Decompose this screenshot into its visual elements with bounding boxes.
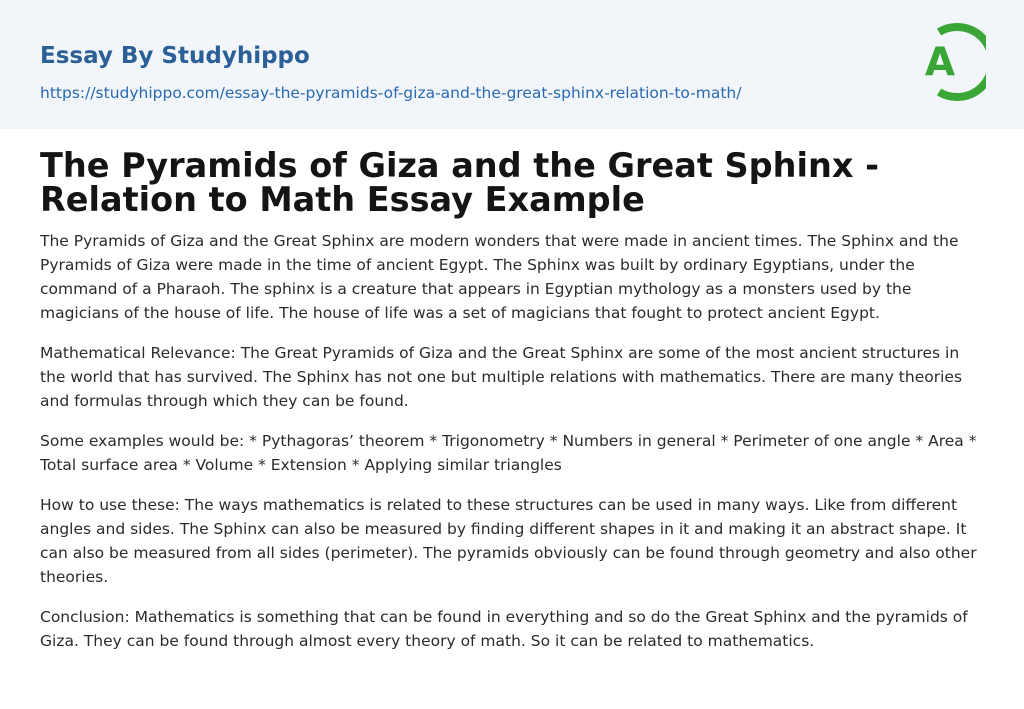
paragraph-mathematical-relevance: Mathematical Relevance: The Great Pyramids of Giza and the Great Sphinx are some of the most ancient structures in the world that has survived. The Sphinx has not one but multiple relations with mathematics. There are many theories and formulas through which they can be found. <box>40 344 963 410</box>
studyhippo-logo-icon[interactable] <box>912 19 986 105</box>
paragraph-conclusion: Conclusion: Mathematics is something that can be found in everything and so do the Great Sphinx and the pyramids of Giza. They can be found through almost every theory of math. So it can be related to mathematics. <box>40 608 968 650</box>
site-title: Essay By Studyhippo <box>40 43 310 69</box>
paragraph-how-to-use: How to use these: The ways mathematics is related to these structures can be used in many ways. Like from different angles and sides. The Sphinx can also be measured by finding different shapes in it and making it an abstract shape. It can also be measured from all sides (perimeter). The pyramids obviously can be found through geometry and also other theories. <box>40 496 977 586</box>
logo-letter: A <box>924 40 956 85</box>
paragraph-examples: Some examples would be: * Pythagoras’ theorem * Trigonometry * Numbers in general * Perimeter of one angle * Area * Total surface area * Volume * Extension * Applying similar triangles <box>40 432 977 474</box>
site-header <box>0 0 1024 129</box>
article-body <box>40 229 984 653</box>
paragraph-intro: The Pyramids of Giza and the Great Sphinx are modern wonders that were made in ancient times. The Sphinx and the Pyramids of Giza were made in the time of ancient Egypt. The Sphinx was built by ordinary Egyptians, under the command of a Pharaoh. The sphinx is a creature that appears in Egyptian mythology as a monsters used by the magicians of the house of life. The house of life was a set of magicians that fought to protect ancient Egypt. <box>40 232 959 322</box>
page-title: The Pyramids of Giza and the Great Sphinx - Relation to Math Essay Example <box>40 146 880 219</box>
article <box>0 146 1024 653</box>
essay-url-link[interactable]: https://studyhippo.com/essay-the-pyramids-of-giza-and-the-great-sphinx-relation-to-math/ <box>40 84 742 102</box>
